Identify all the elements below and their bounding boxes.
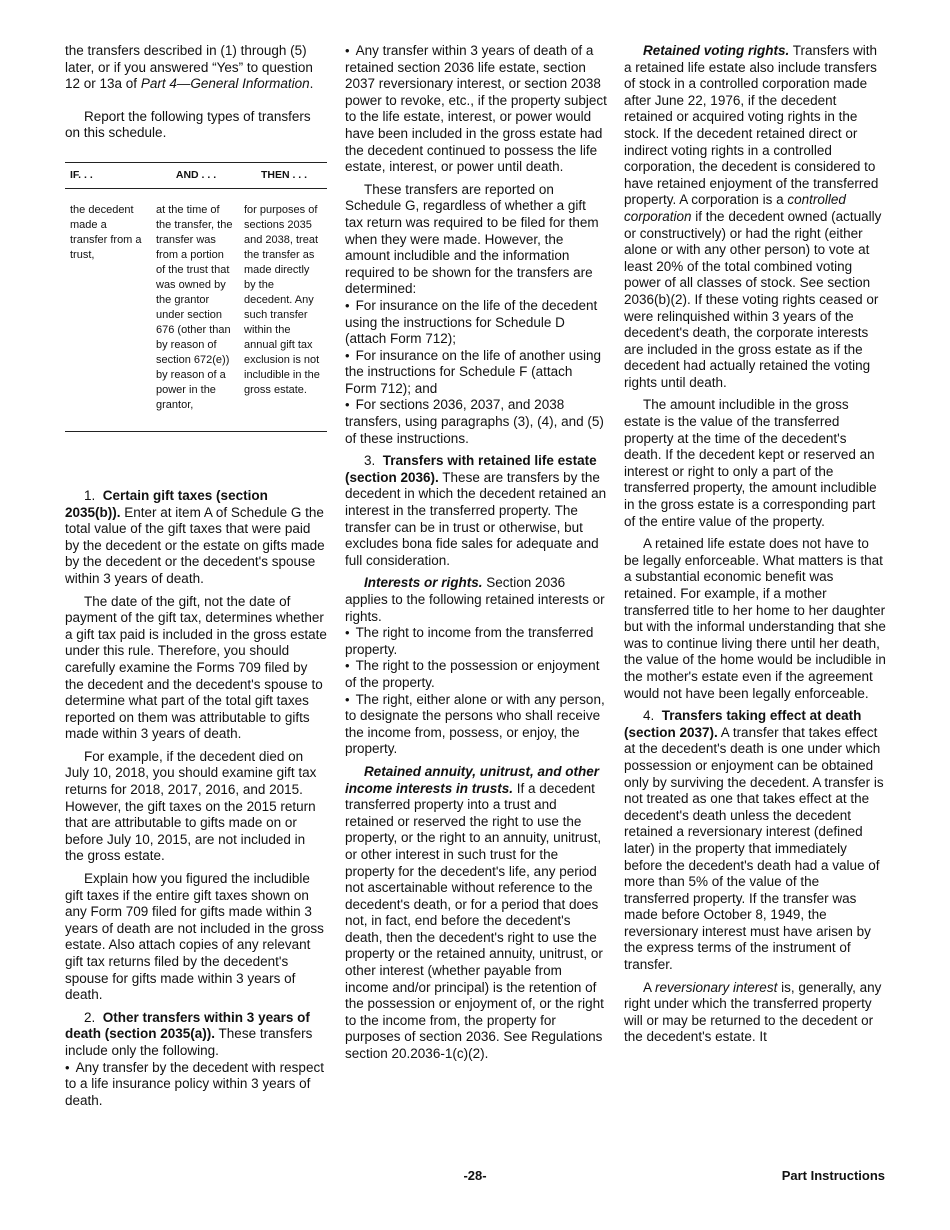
amount-paragraph: The amount includible in the gross estate is the value of the transferred property at the time of the decedent's death. If the decedent kept or reserved an interest or right to only a part of the transferred property, the amount includible in the gross estate is a corresponding part of the entire value of the property. bbox=[624, 397, 877, 529]
bullet-item: • The right to income from the transferred property. bbox=[345, 625, 607, 658]
retained-estate-paragraph: A retained life estate does not have to be legally enforceable. What matters is that a substantial economic benefit was retained. For example, if a mother transferred title to her home to her daughter but with the informal understanding that she was to continue living there until her death, the value of the home would be includible in the mother's estate even if the agreement would not have been legally enforceable. bbox=[624, 536, 886, 701]
bullet-item: • Any transfer within 3 years of death of a retained section 2036 life estate, section 2037 reversionary interest, or section 2038 power to revoke, etc., if the property subject to the life estate, interest, or power would have been included in the gross estate had the decedent continued to possess the life estate, interest, or power until death. bbox=[345, 43, 607, 176]
table-cell-then: for purposes of sections 2035 and 2038, treat the transfer as made directly by the decedent. Any such transfer within the annual gift tax exclusion is not includible in the gross estate. bbox=[244, 203, 320, 396]
voting-heading: Retained voting rights. bbox=[643, 43, 790, 58]
bullet-item: • The right, either alone or with any person, to designate the persons who shall receive the income from, possess, or enjoy, the property. bbox=[345, 692, 607, 758]
section-3-heading: Transfers with retained life estate (section 2036). bbox=[345, 453, 597, 485]
section-1-paragraph: 1. Certain gift taxes (section 2035(b)). Enter at item A of Schedule G the total value of the gift taxes that were paid by the decedent or the estate on gifts made by the decedent or the decedent's spouse within 3 years of death. bbox=[65, 487, 325, 586]
column-3 bbox=[624, 43, 886, 1052]
table-row bbox=[65, 188, 327, 431]
column-1 bbox=[65, 43, 327, 1109]
intro-paragraph: the transfers described in (1) through (5) later, or if you answered “Yes” to question 12 or 13a of Part 4—General Information. bbox=[65, 43, 314, 92]
bullet-item: • The right to the possession or enjoyment of the property. bbox=[345, 658, 607, 691]
report-paragraph: Report the following types of transfers on this schedule. bbox=[65, 108, 311, 141]
table-header-and: AND . . . bbox=[151, 162, 239, 188]
annuity-paragraph: Retained annuity, unitrust, and other income interests in trusts. If a decedent transferred property into a trust and retained or reserved the right to use the property, or the right to an annuity, unitrust, or other interest in such trust for the property for the decedent's life, any period not ascertainable without reference to the decedent's death, or for a period that does not, in fact, end before the decedent's death, then the decedent's right to use the property or the retained annuity, unitrust, or other interest (whether payable from income and/or principal) is the retention of the possession or enjoyment of, or the right to the income from, the property for purposes of section 2036. See Regulations section 20.2036-1(c)(2). bbox=[345, 763, 604, 1062]
table-header-then: THEN . . . bbox=[239, 162, 327, 188]
bullet-item: • For insurance on the life of the decedent using the instructions for Schedule D (attach Form 712); bbox=[345, 298, 607, 348]
table-header-if: IF. . . bbox=[65, 162, 151, 188]
section-4-paragraph: 4. Transfers taking effect at death (section 2037). A transfer that takes effect at the decedent's death is one under which possession or enjoyment can be obtained only by surviving the decedent. A transfer is not treated as one that takes effect at the decedent's death unless the decedent retained a reversionary interest (defined later) in the property that immediately before the decedent's death had a value of more than 5% of the value of the transferred property. If the transfer was made before October 8, 1949, the reversionary interest must have arisen by the express terms of the instrument of transfer. bbox=[624, 708, 884, 973]
section-2-paragraph: 2. Other transfers within 3 years of death (section 2035(a)). These transfers include only the following. bbox=[65, 1009, 313, 1058]
part-4-reference: Part 4—General Information bbox=[140, 76, 310, 92]
annuity-heading: Retained annuity, unitrust, and other income interests in trusts. bbox=[345, 763, 600, 796]
bullet-item: • Any transfer by the decedent with respect to a life insurance policy within 3 years of death. bbox=[65, 1060, 327, 1110]
explain-paragraph: Explain how you figured the includible gift taxes if the entire gift taxes shown on any Form 709 filed for gifts made within 3 years of death are not included in the gross estate. Also attach copies of any relevant gift tax returns filed by the decedent's spouse for gifts made within 3 years of death. bbox=[65, 871, 324, 1003]
column-2 bbox=[345, 43, 607, 1069]
table-cell-if: the decedent made a transfer from a trust, bbox=[70, 203, 142, 261]
bullet-item: • For sections 2036, 2037, and 2038 transfers, using paragraphs (3), (4), and (5) of these instructions. bbox=[345, 397, 607, 447]
section-1-heading: Certain gift taxes (section 2035(b)). bbox=[65, 487, 268, 520]
section-4-heading: Transfers taking effect at death (section 2037). bbox=[624, 708, 862, 740]
page-number: -28- bbox=[463, 1168, 487, 1183]
footer-label: Part Instructions bbox=[781, 1168, 885, 1183]
bullet-item: • For insurance on the life of another using the instructions for Schedule F (attach Form 712); and bbox=[345, 348, 607, 398]
reversionary-paragraph: A reversionary interest is, generally, any right under which the transferred property will or may be returned to the decedent or the decedent's estate. It bbox=[624, 979, 882, 1045]
table-cell-and: at the time of the transfer, the transfer was from a portion of the trust that was owned by the grantor under section 676 (other than by reason of section 672(e)) by reason of a power in the grantor, bbox=[156, 203, 233, 411]
voting-paragraph: Retained voting rights. Transfers with a retained life estate also include transfers of stock in a controlled corporation made after June 22, 1976, if the decedent retained or acquired voting rights in the stock. If the decedent retained direct or indirect voting rights in a controlled corporation, the decedent is considered to have retained enjoyment of the transferred property. A corporation is a controlled corporation if the decedent owned (actually or constructively) or had the right (either alone or with any other person) to vote at least 20% of the total combined voting power of all classes of stock. See section 2036(b)(2). If these voting rights ceased or were relinquished within 3 years of the decedent's death, the corporate interests are included in the gross estate as if the decedent had actually retained the voting rights until death. bbox=[624, 43, 882, 390]
interests-heading: Interests or rights. bbox=[364, 575, 483, 591]
if-and-then-table bbox=[65, 162, 327, 432]
reported-paragraph: These transfers are reported on Schedule G, regardless of whether a gift tax return was required to be filed for them when they were made. However, the amount includible and the information required to be shown for the transfers are determined: bbox=[345, 181, 599, 297]
section-3-paragraph: 3. Transfers with retained life estate (section 2036). These are transfers by the decedent in which the decedent retained an interest in the transferred property. The transfer can be in trust or otherwise, but excludes bona fide sales for adequate and full consideration. bbox=[345, 453, 607, 568]
interests-paragraph: Interests or rights. Section 2036 applies to the following retained interests or rights. bbox=[345, 575, 605, 624]
example-paragraph: For example, if the decedent died on July 10, 2018, you should examine gift tax returns for 2018, 2017, 2016, and 2015. However, the gift taxes on the 2015 return that are attributable to gifts made on or before July 10, 2015, are not included in the gross estate. bbox=[65, 748, 317, 864]
gift-date-paragraph: The date of the gift, not the date of payment of the gift tax, determines whether a gift tax paid is included in the gross estate under this rule. Therefore, you should carefully examine the Forms 709 filed by the decedent and the decedent's spouse to determine what part of the total gift taxes reported on them was attributable to gifts made within 3 years of death. bbox=[65, 593, 327, 742]
section-2-heading: Other transfers within 3 years of death (section 2035(a)). bbox=[65, 1009, 310, 1042]
